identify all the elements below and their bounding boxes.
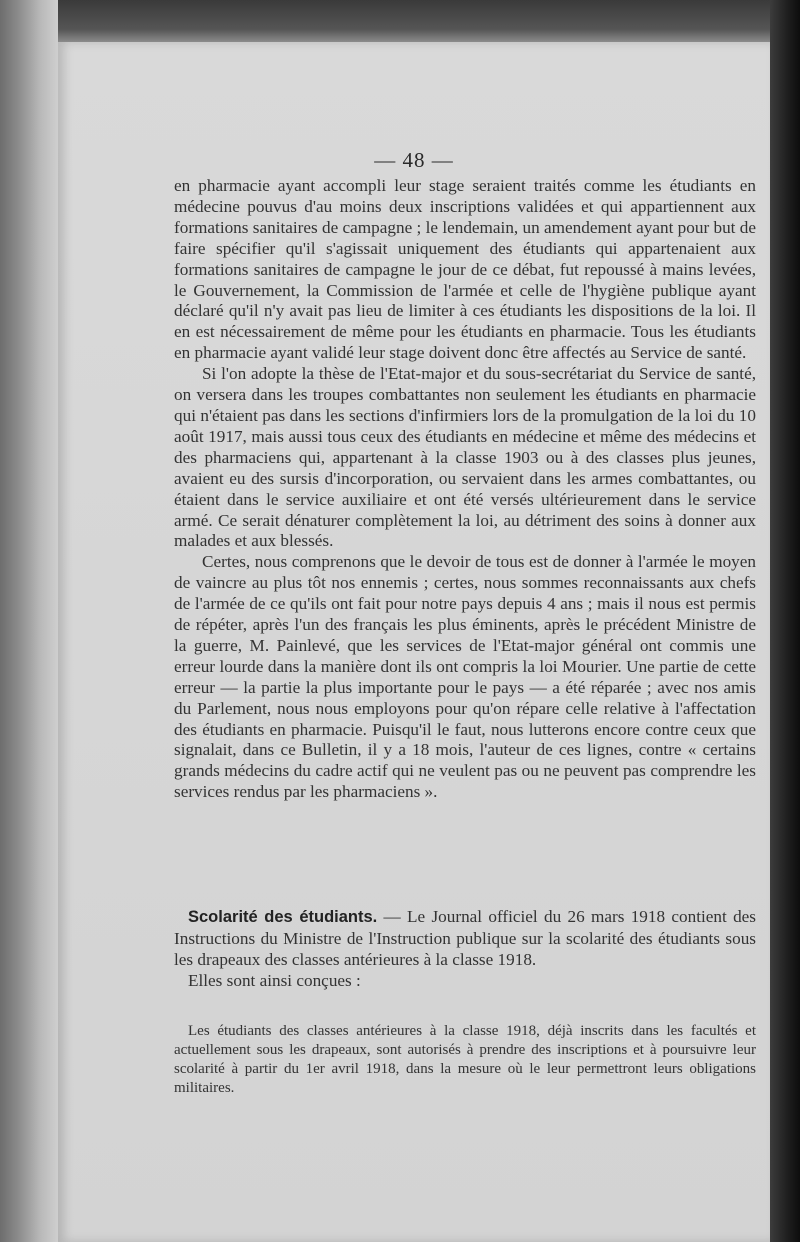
paragraph-2: Si l'on adopte la thèse de l'Etat-major et du sous-secrétariat du Service de santé, on versera dans les troupes combattantes non seulement les étudiants en pharmacie qui n'étaient pas dans les sections d'infirmiers lors de la promulgation de la loi du 10 août 1917, mais aussi tous ceux des étudiants en médecine et même des médecins et des pharmaciens qui, appartenant à la classe 1903 ou à des classes plus jeunes, avaient eu des sursis d'incorporation, ou servaient dans les armes combattantes, ou étaient dans le service auxiliaire et ont été versés ultérieurement dans le service armé. Ce serait dénaturer complètement la loi, au détriment des soins à donner aux malades et aux blessés. <box>174 364 756 551</box>
instruction-quote <box>174 1022 756 1098</box>
book-binding-edge <box>0 0 58 1242</box>
body-text <box>174 176 756 803</box>
scan-right-edge <box>770 0 800 1242</box>
section-heading: Scolarité des étudiants. <box>188 908 378 926</box>
section-lead: Elles sont ainsi conçues : <box>188 971 361 990</box>
section-intro-paragraph <box>174 906 756 970</box>
section-intro: — Le Journal officiel du 26 mars 1918 contient des Instructions du Ministre de l'Instruction publique sur la scolarité des étudiants sous les drapeaux des classes antérieures à la classe 1918. <box>174 907 756 969</box>
page-number: — 48 — <box>374 148 454 172</box>
section-scolarite <box>174 906 756 991</box>
quote-text: Les étudiants des classes antérieures à la classe 1918, déjà inscrits dans les facultés et actuellement sous les drapeaux, sont autorisés à prendre des inscriptions et à poursuivre leur scolarité à partir du 1er avril 1918, dans la mesure où le leur permettront leurs obligations militaires. <box>174 1023 756 1096</box>
paragraph-1: en pharmacie ayant accompli leur stage seraient traités comme les étudiants en médecine pouvus d'au moins deux inscriptions validées et qui appartiennent aux formations sanitaires de campagne ; le lendemain, un amendement ayant pour but de faire spécifier qu'il s'agissait uniquement des étudiants qui appartenaient aux formations sanitaires de campagne le jour de ce débat, fut repoussé à mains levées, le Gouvernement, la Commission de l'armée et celle de l'hygiène publique ayant déclaré qu'il n'y avait pas lieu de limiter à ces étudiants les dispositions de la loi. Il en est nécessairement de même pour les étudiants en pharmacie. Tous les étudiants en pharmacie ayant validé leur stage doivent donc être affectés au Service de santé. <box>174 176 756 363</box>
paragraph-3: Certes, nous comprenons que le devoir de tous est de donner à l'armée le moyen de vaincre au plus tôt nos ennemis ; certes, nous sommes reconnaissants aux chefs de l'armée de ce qu'ils ont fait pour notre pays depuis 4 ans ; mais il nous est permis de répéter, après l'un des français les plus éminents, après le précédent Ministre de la guerre, M. Painlevé, que les services de l'Etat-major général ont commis une erreur lourde dans la manière dont ils ont compris la loi Mourier. Une partie de cette erreur — la partie la plus importante pour le pays — a été réparée ; avec nos amis du Parlement, nous nous employons pour qu'on répare celle relative à l'affectation des étudiants en pharmacie. Puisqu'il le faut, nous lutterons encore contre ceux que signalait, dans ce Bulletin, il y a 18 mois, l'auteur de ces lignes, contre « certains grands médecins du cadre actif qui ne veulent pas ou ne peuvent pas comprendre les services rendus par les pharmaciens ». <box>174 552 756 802</box>
scan-top-edge <box>58 0 770 42</box>
